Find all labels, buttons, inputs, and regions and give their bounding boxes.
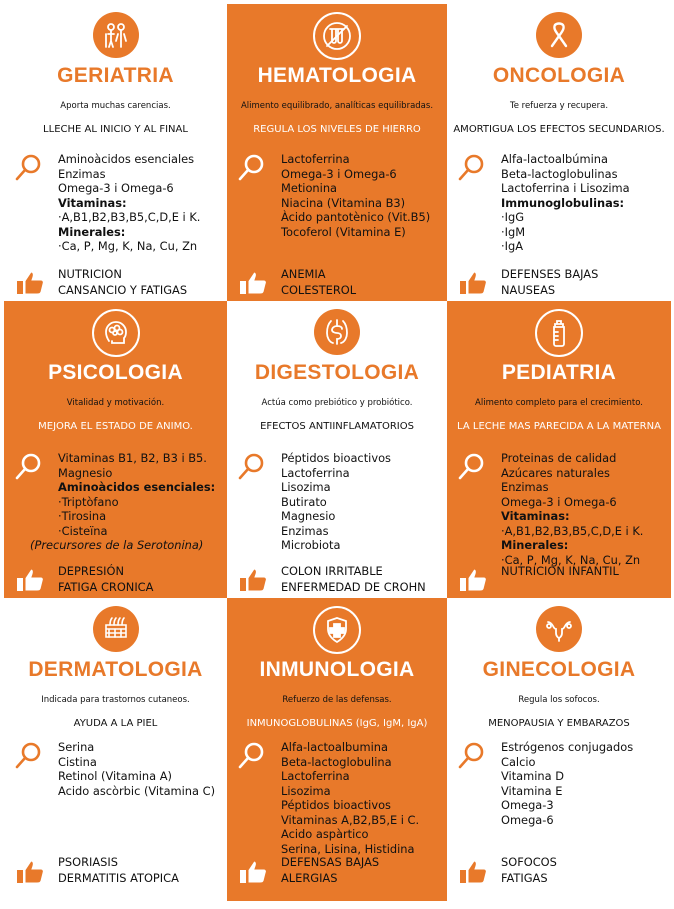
- card-subtitle: Refuerzo de las defensas.: [282, 695, 392, 705]
- magnifier-icon: [14, 451, 44, 481]
- list-heading: Vitaminas:: [501, 509, 570, 523]
- list-item: Serina: [58, 740, 95, 754]
- list-item: ·IgM: [501, 224, 526, 239]
- benefit-item: NAUSEAS: [501, 283, 556, 297]
- ingredient-list: [58, 152, 223, 254]
- ingredient-list: [281, 152, 443, 239]
- thumbs-up-icon: [14, 267, 48, 297]
- elderly-couple-icon: [93, 12, 139, 58]
- list-item: Enzimas: [281, 523, 329, 538]
- benefit-list: [281, 854, 379, 886]
- card: [227, 301, 447, 598]
- list-item: Niacina (Vitamina B3): [281, 195, 406, 210]
- list-item: Omega-3 i Omega-6: [58, 181, 174, 195]
- card-title: HEMATOLOGIA: [257, 64, 417, 87]
- card: [4, 301, 227, 598]
- list-item: ·Triptòfano: [58, 494, 119, 509]
- list-item: Microbiota: [281, 538, 341, 552]
- magnifier-icon: [457, 740, 487, 770]
- list-item: Vitamina D: [501, 769, 565, 783]
- benefit-item: DEFENSES BAJAS: [501, 267, 599, 281]
- list-item: Lactoferrina: [281, 465, 350, 480]
- list-item: Lactoferrina: [281, 769, 350, 783]
- magnifier-icon: [14, 152, 44, 182]
- ingredient-list: [501, 152, 667, 254]
- list-item: Cistina: [58, 754, 97, 769]
- list-item: ·A,B1,B2,B3,B5,C,D,E i K.: [58, 210, 201, 224]
- list-item: Lisozima: [281, 783, 331, 798]
- list-item: Tocoferol (Vitamina E): [281, 224, 406, 239]
- magnifier-icon: [237, 152, 267, 182]
- card-title: PEDIATRIA: [501, 361, 617, 384]
- card-title: INMUNOLOGIA: [259, 658, 415, 681]
- card-subtitle: Vitalidad y motivación.: [66, 398, 165, 408]
- ingredient-list: [58, 740, 223, 798]
- card-title: GERIATRIA: [57, 64, 174, 87]
- list-item: ·IgG: [501, 210, 525, 224]
- list-item: Alfa-lactoalbúmina: [501, 152, 608, 166]
- benefit-item: DEPRESIÓN: [58, 564, 125, 578]
- list-item: Lisozima: [281, 480, 331, 494]
- card-title: ONCOLOGIA: [492, 64, 626, 87]
- list-item: Àcido pantotènico (Vit.B5): [281, 210, 431, 224]
- card: [447, 598, 671, 901]
- list-item: Acido ascòrbic (Vitamina C): [58, 783, 216, 798]
- benefit-item: COLON IRRITABLE: [281, 564, 383, 578]
- list-item: Omega-3: [501, 798, 554, 812]
- list-item: Omega-3 i Omega-6: [501, 494, 617, 509]
- magnifier-icon: [14, 740, 44, 770]
- ingredient-list: [30, 451, 223, 553]
- specialty-grid: [4, 4, 671, 901]
- card-tagline: AMORTIGUA LOS EFECTOS SECUNDARIOS.: [453, 124, 665, 135]
- list-item: Proteinas de calidad: [501, 451, 617, 465]
- card-subtitle: Alimento equilibrado, analíticas equilibradas.: [240, 101, 434, 111]
- baby-bottle-icon: [535, 309, 583, 357]
- list-item: ·Tirosina: [58, 509, 107, 523]
- magnifier-icon: [237, 740, 267, 770]
- benefit-item: DERMATITIS ATOPICA: [58, 871, 179, 885]
- list-item: ·Cisteïna: [58, 523, 108, 538]
- thumbs-up-icon: [237, 267, 271, 297]
- list-item: Lactoferrina i Lisozima: [501, 181, 630, 195]
- benefit-item: COLESTEROL: [281, 283, 357, 297]
- magnifier-icon: [457, 451, 487, 481]
- benefit-list: [281, 563, 426, 595]
- benefit-list: [501, 854, 557, 886]
- thumbs-up-icon: [457, 267, 491, 297]
- benefit-item: CANSANCIO Y FATIGAS: [58, 283, 188, 297]
- list-item: Magnesio: [281, 509, 336, 523]
- list-item: Serina, Lisina, Histidina: [281, 841, 415, 856]
- list-item: Péptidos bioactivos: [281, 798, 391, 812]
- card-tagline: LA LECHE MAS PARECIDA A LA MATERNA: [457, 421, 661, 432]
- benefit-item: NUTRICIÓN INFANTIL: [501, 564, 619, 578]
- list-item: Vitamina E: [501, 783, 563, 798]
- ingredient-list: [501, 740, 667, 827]
- thumbs-up-icon: [237, 856, 271, 886]
- list-item: Omega-3 i Omega-6: [281, 166, 397, 181]
- list-item: ·Ca, P, Mg, K, Na, Cu, Zn: [501, 552, 641, 567]
- list-heading: Vitaminas:: [58, 195, 127, 210]
- benefit-list: [58, 563, 153, 595]
- benefit-item: ENFERMEDAD DE CROHN: [281, 580, 426, 594]
- list-item: ·A,B1,B2,B3,B5,C,D,E i K.: [501, 523, 644, 538]
- benefit-list: [58, 266, 187, 298]
- card-tagline: MEJORA EL ESTADO DE ANIMO.: [38, 421, 193, 432]
- card-tagline: REGULA LOS NIVELES DE HIERRO: [253, 124, 421, 135]
- list-item: Vitaminas A,B2,B5,E i C.: [281, 812, 420, 827]
- ingredient-list: [501, 451, 667, 567]
- card-tagline: MENOPAUSIA Y EMBARAZOS: [488, 718, 630, 729]
- magnifier-icon: [457, 152, 487, 182]
- list-item: Butirato: [281, 494, 327, 509]
- list-item: Alfa-lactoalbumina: [281, 740, 388, 754]
- test-tubes-icon: [313, 12, 361, 60]
- card-subtitle: Actúa como prebiótico y probiótico.: [261, 398, 413, 408]
- card-subtitle: Regula los sofocos.: [518, 695, 600, 705]
- card: [4, 598, 227, 901]
- benefit-item: PSORIASIS: [58, 855, 118, 869]
- card: [227, 4, 447, 301]
- card: [447, 4, 671, 301]
- list-item: ·Ca, P, Mg, K, Na, Cu, Zn: [58, 239, 198, 253]
- card: [447, 301, 671, 598]
- list-item: Enzimas: [58, 166, 106, 181]
- list-heading: Minerales:: [501, 538, 569, 552]
- list-heading: Aminoàcidos esenciales:: [58, 480, 216, 494]
- card-title: GINECOLOGIA: [482, 658, 636, 681]
- card-title: PSICOLOGIA: [48, 361, 183, 384]
- benefit-item: ALERGIAS: [281, 871, 338, 885]
- ingredient-list: [281, 740, 443, 856]
- list-item: Omega-6: [501, 812, 554, 827]
- list-item: Metionina: [281, 181, 338, 195]
- benefit-item: NUTRICION: [58, 267, 122, 281]
- benefit-item: FATIGAS: [501, 871, 548, 885]
- list-heading: Immunoglobulinas:: [501, 195, 625, 210]
- benefit-item: ANEMIA: [281, 267, 326, 281]
- list-item: Beta-lactoglobulinas: [501, 166, 618, 181]
- benefit-list: [58, 854, 179, 886]
- list-item: Azúcares naturales: [501, 465, 610, 480]
- list-item: ·IgA: [501, 239, 524, 253]
- card-tagline: EFECTOS ANTIINFLAMATORIOS: [260, 421, 414, 432]
- cross-shield-icon: [313, 606, 361, 654]
- magnifier-icon: [237, 451, 267, 481]
- benefit-list: [281, 266, 356, 298]
- card-subtitle: Indicada para trastornos cutaneos.: [41, 695, 190, 705]
- awareness-ribbon-icon: [536, 12, 582, 58]
- list-heading: Minerales:: [58, 224, 126, 239]
- card-tagline: AYUDA A LA PIEL: [73, 718, 158, 729]
- list-item: Retinol (Vitamina A): [58, 769, 172, 783]
- thumbs-up-icon: [457, 856, 491, 886]
- thumbs-up-icon: [237, 564, 271, 594]
- list-item: Péptidos bioactivos: [281, 451, 391, 465]
- list-item: Magnesio: [58, 465, 113, 480]
- benefit-item: FATIGA CRONICA: [58, 580, 154, 594]
- list-item: Aminoàcidos esenciales: [58, 152, 195, 166]
- brain-head-icon: [92, 309, 140, 357]
- benefit-item: SOFOCOS: [501, 855, 557, 869]
- card-title: DIGESTOLOGIA: [254, 361, 420, 384]
- card: [227, 598, 447, 901]
- list-item: Calcio: [501, 754, 536, 769]
- thumbs-up-icon: [14, 856, 48, 886]
- list-item: Lactoferrina: [281, 152, 350, 166]
- ingredient-list: [281, 451, 443, 553]
- benefit-list: [501, 563, 619, 579]
- list-item: Estrógenos conjugados: [501, 740, 634, 754]
- list-item: Acido aspàrtico: [281, 827, 369, 841]
- benefit-list: [501, 266, 598, 298]
- list-item: (Precursores de la Serotonina): [30, 538, 204, 552]
- card-tagline: LLECHE AL INICIO Y AL FINAL: [43, 124, 188, 135]
- thumbs-up-icon: [457, 564, 491, 594]
- digestive-system-icon: [314, 309, 360, 355]
- card: [4, 4, 227, 301]
- card-title: DERMATOLOGIA: [28, 658, 203, 681]
- list-item: Vitaminas B1, B2, B3 i B5.: [58, 451, 207, 465]
- skin-layers-icon: [93, 606, 139, 652]
- card-subtitle: Te refuerza y recupera.: [509, 101, 609, 111]
- list-item: Beta-lactoglobulina: [281, 754, 392, 769]
- card-tagline: INMUNOGLOBULINAS (IgG, IgM, IgA): [246, 718, 428, 729]
- list-item: Enzimas: [501, 480, 549, 494]
- uterus-icon: [536, 606, 582, 652]
- card-subtitle: Aporta muchas carencias.: [60, 101, 171, 111]
- card-subtitle: Alimento completo para el crecimiento.: [475, 398, 643, 408]
- thumbs-up-icon: [14, 564, 48, 594]
- benefit-item: DEFENSAS BAJAS: [281, 855, 380, 869]
